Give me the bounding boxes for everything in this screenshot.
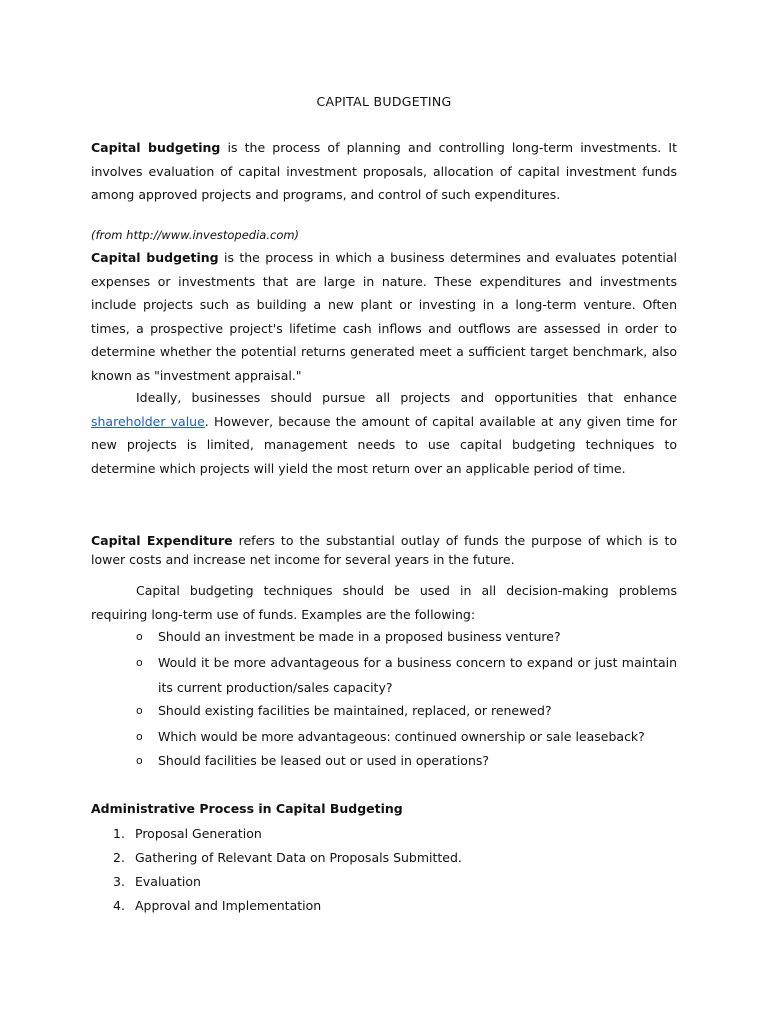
definition-paragraph-1	[91, 136, 677, 207]
list-item	[136, 651, 677, 700]
item-text: Evaluation	[135, 874, 201, 889]
document-title: CAPITAL BUDGETING	[316, 94, 452, 109]
capex-term: Capital Expenditure	[91, 533, 233, 548]
list-item-text: Should facilities be leased out or used in operations?	[158, 753, 490, 768]
paragraph-text: Ideally, businesses should pursue all projects and opportunities that enhance	[136, 390, 677, 405]
definition-text: is the process in which a business determines and evaluates potential expenses or investments that are large in nature. These expenditures and investments include projects such as building a new plant or investing in a long-term venture. Often times, a prospective project's lifetime cash inflows and outflows are assessed in order to determine whether the potential returns generated meet a sufficient target benchmark, also known as "investment appraisal."	[91, 250, 677, 383]
capex-text: refers to the substantial outlay of funds the purpose of which is to lower costs and increase net income for several years in the future.	[91, 533, 677, 567]
bullet-icon: o	[136, 754, 143, 767]
bullet-icon: o	[136, 656, 143, 669]
techniques-paragraph: Capital budgeting techniques should be used in all decision-making problems requiring long-term use of funds. Examples are the following:	[91, 583, 677, 622]
list-item	[136, 625, 677, 650]
item-number: 4.	[113, 898, 125, 913]
item-number: 1.	[113, 826, 125, 841]
list-item-text: Would it be more advantageous for a business concern to expand or just maintain its current production/sales capacity?	[158, 655, 677, 695]
bullet-icon: o	[136, 704, 143, 717]
list-item	[136, 699, 677, 724]
definition-term: Capital budgeting	[91, 140, 221, 155]
shareholder-value-link[interactable]: shareholder value	[91, 413, 205, 429]
capex-paragraph	[91, 532, 677, 569]
bullet-icon: o	[136, 730, 143, 743]
list-item-text: Should an investment be made in a proposed business venture?	[158, 629, 561, 644]
definition-text: is the process of planning and controlling long-term investments. It involves evaluation of capital investment proposals, allocation of capital investment funds among approved projects and programs, and control of such expenditures.	[91, 140, 677, 202]
numbered-item	[113, 822, 673, 846]
item-number: 3.	[113, 874, 125, 889]
list-item	[136, 749, 677, 774]
definition-term: Capital budgeting	[91, 250, 219, 265]
numbered-item	[113, 846, 673, 870]
item-number: 2.	[113, 850, 125, 865]
source-citation: (from http://www.investopedia.com)	[91, 228, 300, 242]
list-item	[136, 725, 677, 750]
item-text: Proposal Generation	[135, 826, 262, 841]
admin-process-heading: Administrative Process in Capital Budgeting	[91, 801, 403, 816]
ideally-paragraph	[91, 386, 677, 480]
item-text: Approval and Implementation	[135, 898, 322, 913]
definition-paragraph-2	[91, 246, 677, 387]
numbered-item	[113, 894, 673, 918]
list-item-text: Which would be more advantageous: continued ownership or sale leaseback?	[158, 729, 645, 744]
bullet-icon: o	[136, 630, 143, 643]
item-text: Gathering of Relevant Data on Proposals Submitted.	[135, 850, 462, 865]
numbered-item	[113, 870, 673, 894]
list-item-text: Should existing facilities be maintained, replaced, or renewed?	[158, 703, 552, 718]
paragraph-text: . However, because the amount of capital available at any given time for new projects is limited, management needs to use capital budgeting techniques to determine which projects will yield the most return over an applicable period of time.	[91, 413, 677, 476]
